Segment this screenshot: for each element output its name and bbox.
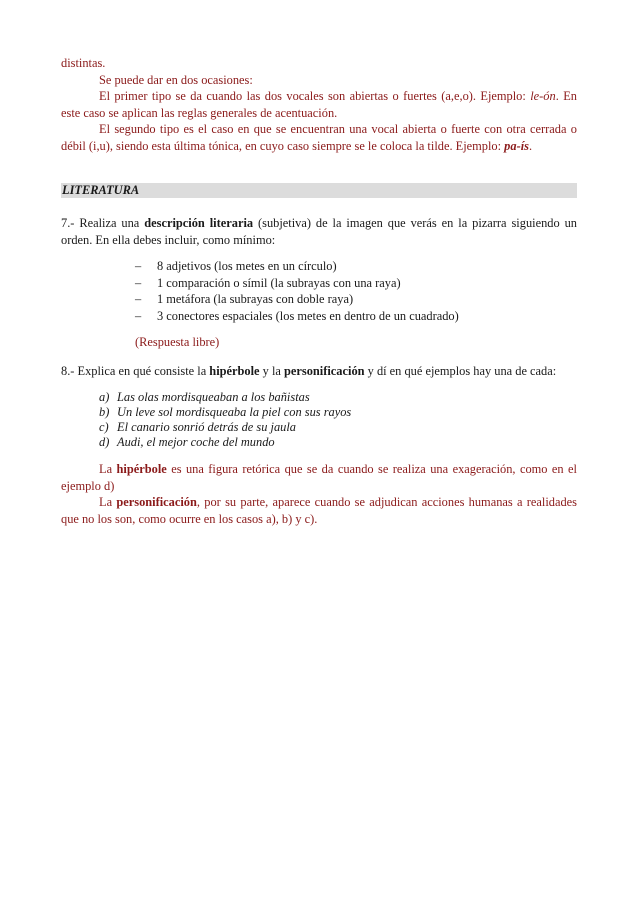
example-leon: le-ón <box>530 89 556 103</box>
list-item: d) Audi, el mejor coche del mundo <box>99 435 275 449</box>
question-8-examples-list <box>61 390 577 450</box>
answer-paragraph-3: El segundo tipo es el caso en que se encuentran una vocal abierta o fuerte con otra cerrada o débil (i,u), siendo esta última tónica, en cuyo caso siempre se le coloca la tilde. Ejemplo: pa-ís. <box>61 122 577 153</box>
question-7-answer: (Respuesta libre) <box>135 335 220 349</box>
list-item: – 1 metáfora (la subrayas con doble raya) <box>135 291 577 308</box>
answer-paragraph-1: Se puede dar en dos ocasiones: <box>99 72 253 87</box>
answer-paragraph-2: El primer tipo se da cuando las dos vocales son abiertas o fuertes (a,e,o). Ejemplo: le-ón. En este caso se aplican las reglas generales de acentuación. <box>61 89 577 120</box>
section-header-literatura: LITERATURA <box>61 183 577 198</box>
list-item: a) Las olas mordisqueaban a los bañistas <box>99 390 310 404</box>
document-page <box>61 55 577 527</box>
list-item: – 1 comparación o símil (la subrayas con una raya) <box>135 275 577 292</box>
question-7-requirements-list <box>61 258 577 324</box>
answer-block-top <box>61 55 577 154</box>
question-8: 8.- Explica en qué consiste la hipérbole y la personificación y dí en qué ejemplos hay una de cada: <box>61 363 557 378</box>
term-hiperbole: hipérbole <box>209 363 260 378</box>
list-item: c) El canario sonrió detrás de su jaula <box>99 420 296 434</box>
term-personificacion: personificación <box>284 363 365 378</box>
answer-hiperbole: La hipérbole es una figura retórica que se da cuando se realiza una exageración, como en el ejemplo d) <box>61 462 577 493</box>
answer-personificacion: La personificación, por su parte, aparece cuando se adjudican acciones humanas a realidades que no los son, como ocurre en los casos a), b) y c). <box>61 495 577 526</box>
question-8-answer <box>61 461 577 527</box>
example-pais: pa-ís <box>504 138 529 153</box>
question-7: 7.- Realiza una descripción literaria (subjetiva) de la imagen que verás en la pizarra siguiendo un orden. En ella debes incluir, como mínimo: <box>61 216 577 247</box>
list-item: – 8 adjetivos (los metes en un círculo) <box>135 258 577 275</box>
list-item: – 3 conectores espaciales (los metes en dentro de un cuadrado) <box>135 308 577 325</box>
term-descripcion-literaria: descripción literaria <box>144 216 254 230</box>
answer-line-distintas: distintas. <box>61 56 106 70</box>
list-item: b) Un leve sol mordisqueaba la piel con sus rayos <box>99 405 352 419</box>
